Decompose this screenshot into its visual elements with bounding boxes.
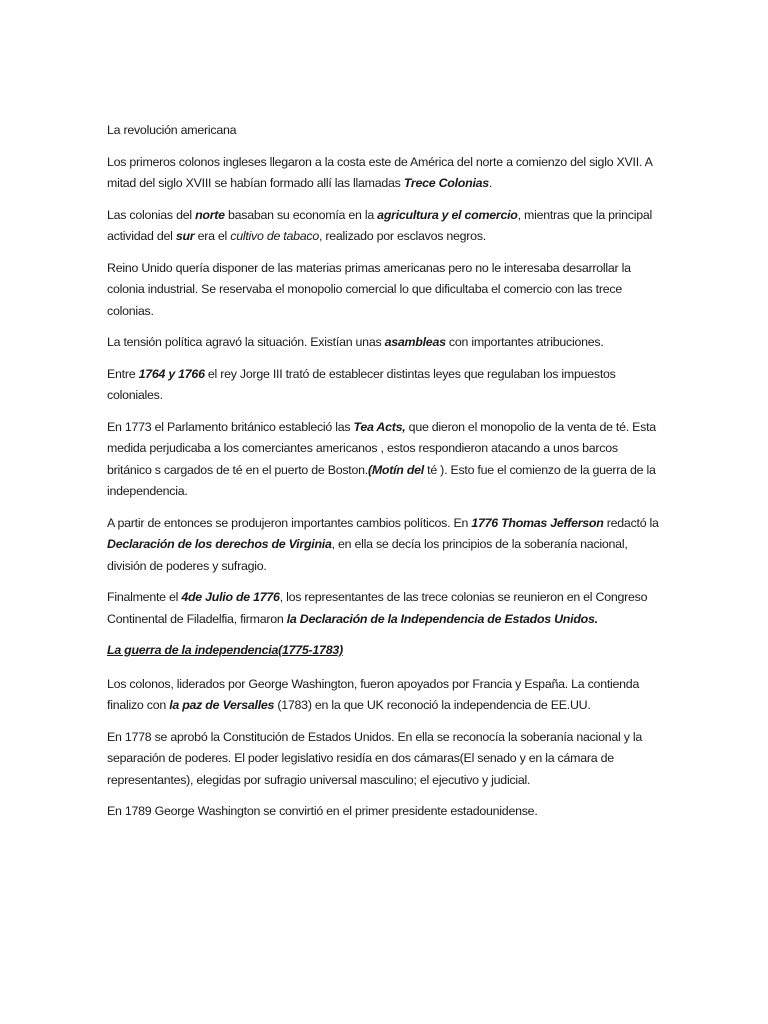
emphasis-paz-versalles: la paz de Versalles — [169, 698, 275, 712]
text-run: La tensión política agravó la situación. Existían unas — [107, 335, 385, 349]
paragraph-independencia — [107, 587, 663, 630]
emphasis-trece-colonias: Trece Colonias — [403, 176, 489, 190]
text-run: Finalmente el — [107, 590, 182, 604]
paragraph-tension — [107, 332, 663, 354]
text-run: era el — [194, 229, 231, 243]
text-run: redactó la — [603, 515, 659, 530]
document-title: La revolución americana — [107, 123, 237, 137]
text-run: , en ella se decía los principios de la soberanía nacional, división de poderes y sufragio. — [107, 537, 628, 573]
text-run: . — [488, 176, 493, 190]
paragraph-cambios-politicos — [107, 513, 663, 578]
text-run: Reino Unido quería disponer de las materias primas americanas pero no le interesaba desarrollar la colonia industrial. Se reservaba el monopolio comercial lo que dificultaba el comercio con las trece colonias. — [107, 260, 631, 318]
text-run: En 1778 se aprobó la Constitución de Estados Unidos. En ella se reconocía la soberanía nacional y la separación de poderes. El poder legislativo residía en dos cámaras(El senado y en la cámara de representantes), elegidas por sufragio universal masculino; el ejecutivo y judicial. — [107, 729, 642, 787]
paragraph-reino-unido — [107, 258, 663, 323]
emphasis-motin: (Motín del — [367, 462, 424, 477]
paragraph-economia — [107, 205, 663, 248]
paragraph-colonos — [107, 152, 663, 195]
emphasis-norte: norte — [195, 207, 225, 222]
emphasis-agricultura: agricultura y el comercio — [377, 207, 518, 222]
paragraph-jorge-iii — [107, 364, 663, 407]
emphasis-fecha-julio: 4de Julio de 1776 — [181, 590, 280, 604]
emphasis-declaracion-independencia: la Declaración de la Independencia de Estados Unidos. — [286, 611, 598, 626]
text-run: En 1773 el Parlamento británico estableció las — [107, 419, 354, 434]
text-run: Los colonos, liderados por George Washington, fueron apoyados por Francia y España. La contienda finalizo con — [107, 676, 640, 712]
paragraph-presidente — [107, 801, 663, 823]
document-page — [107, 120, 663, 833]
text-run: té ). Esto fue el comienzo de la guerra de la independencia. — [107, 462, 656, 498]
text-run: A partir de entonces se produjeron importantes cambios políticos. En — [107, 515, 472, 530]
emphasis-jefferson: 1776 Thomas Jefferson — [471, 515, 604, 530]
text-run: que dieron el monopolio de la venta de té. Esta medida perjudicaba a los comerciantes americanos , estos respondieron atacando a unos barcos británico s cargados de té en el puerto de Boston. — [107, 419, 656, 477]
emphasis-tea-acts: Tea Acts, — [353, 419, 406, 434]
text-run: , realizado por esclavos negros. — [319, 229, 486, 243]
paragraph-constitucion — [107, 727, 663, 792]
text-run: , los representantes de las trece colonias se reunieron en el Congreso Continental de Filadelfia, firmaron — [107, 590, 648, 626]
text-run: basaban su economía en la — [224, 207, 378, 222]
paragraph-washington — [107, 674, 663, 717]
text-run: , mientras que la principal actividad del — [107, 207, 653, 243]
emphasis-sur: sur — [175, 229, 195, 243]
text-run: Entre — [107, 366, 139, 381]
section-heading: La guerra de la independencia(1775-1783) — [107, 643, 343, 657]
text-run: Los primeros colonos ingleses llegaron a la costa este de América del norte a comienzo del siglo XVII. A mitad del siglo XVIII se habían formado allí las llamadas — [107, 154, 652, 190]
text-run: (1783) en la que UK reconoció la independencia de EE.UU. — [274, 698, 591, 712]
text-run: el rey Jorge III trató de establecer distintas leyes que regulaban los impuestos coloniales. — [107, 366, 616, 402]
emphasis-asambleas: asambleas — [384, 335, 446, 349]
emphasis-fechas: 1764 y 1766 — [138, 366, 205, 381]
text-run: Las colonias del — [107, 207, 196, 222]
paragraph-tea-acts — [107, 417, 663, 503]
text-run: En 1789 George Washington se convirtió en el primer presidente estadounidense. — [107, 804, 538, 818]
text-run: con importantes atribuciones. — [445, 335, 604, 349]
emphasis-cultivo-tabaco: cultivo de tabaco — [230, 229, 320, 243]
emphasis-declaracion-virginia: Declaración de los derechos de Virginia — [107, 537, 332, 551]
